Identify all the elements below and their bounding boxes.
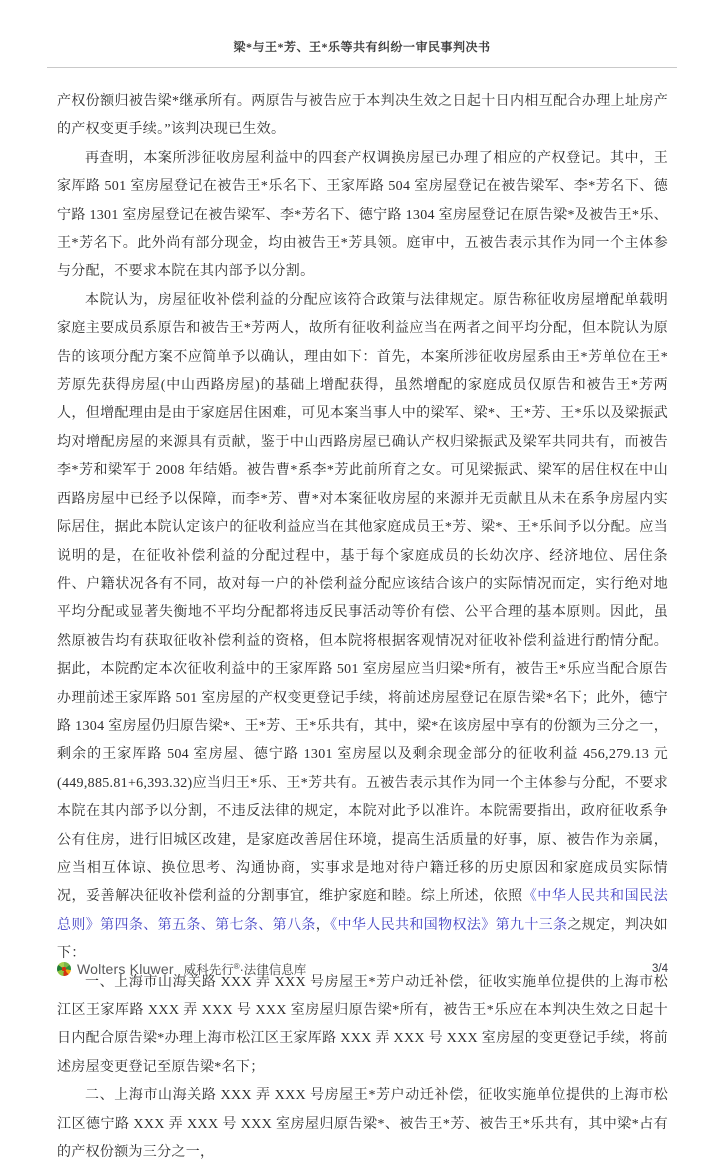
brand-cn-text: 威科先行 [183,963,234,977]
page-number: 3/4 [652,963,668,975]
brand-name-cn [184,960,307,978]
paragraph [57,145,668,287]
statute-link[interactable]: 《中华人民共和国民法总则》第四条、第五条、第七条、第八条 [57,889,668,933]
document-header [0,0,724,68]
paragraph [57,88,668,145]
text-run: 之规定，判决如下： [57,917,668,962]
wolters-kluwer-logo-icon [57,962,71,976]
text-run: ， [315,917,331,933]
text-run: 再查明，本案所涉征收房屋利益中的四套产权调换房屋已办理了相应的产权登记。其中，王家厍路 501 室房屋登记在被告王*乐名下、王家厍路 504 室房屋登记在被告梁军、李*芳名下、德宁路 1301 室房屋登记在被告梁军、李*芳名下、德宁路 1304 室房屋登记在原告梁*及被告王*乐、王*芳名下。此外尚有部分现金，均由被告王*芳具领。庭审中，五被告表示其作为同一个主体参与分配，不要求本院在其内部予以分割。 [57,150,668,280]
header-divider [47,67,677,68]
brand-name: Wolters Kluwer [77,961,174,977]
paragraph [57,969,668,1083]
statute-link[interactable]: 《中华人民共和国物权法》第九十三条 [330,917,568,933]
paragraph [57,1082,668,1167]
brand-suffix-text: ·法律信息库 [239,963,307,977]
document-footer [57,960,668,978]
document-title: 梁*与王*芳、王*乐等共有纠纷一审民事判决书 [233,40,491,54]
paragraph [57,287,668,969]
text-run: 本院认为，房屋征收补偿利益的分配应该符合政策与法律规定。原告称征收房屋增配单载明家庭主要成员系原告和被告王*芳两人，故所有征收利益应当在两者之间平均分配，但本院认为原告的该项分配方案不应简单予以确认，理由如下：首先，本案所涉征收房屋系由王*芳单位在王*芳原先获得房屋(中山西路房屋)的基础上增配获得，虽然增配的家庭成员仅原告和被告王*芳两人，但增配理由是由于家庭居住困难，可见本案当事人中的梁军、梁*、王*芳、王*乐以及梁振武均对增配房屋的来源具有贡献，鉴于中山西路房屋已确认产权归梁振武及梁军共同共有，而被告李*芳和梁军于 2008 年结婚。被告曹*系李*芳此前所育之女。可见梁振武、梁军的居住权在中山西路房屋中已经予以保障，而李*芳、曹*对本案征收房屋的来源并无贡献且从未在系争房屋内实际居住，据此本院认定该户的征收利益应当在其他家庭成员王*芳、梁*、王*乐间予以分配。应当说明的是，在征收补偿利益的分配过程中，基于每个家庭成员的长幼次序、经济地位、居住条件、户籍状况各有不同，故对每一户的补偿利益分配应该结合该户的实际情况而定，实行绝对地平均分配或显著失衡地不平均分配都将违反民事活动等价有偿、公平合理的基本原则。因此，虽然原被告均有获取征收补偿利益的资格，但本院将根据客观情况对征收补偿利益进行酌情分配。据此，本院酌定本次征收利益中的王家厍路 501 室房屋应当归梁*所有，被告王*乐应当配合原告办理前述王家厍路 501 室房屋的产权变更登记手续，将前述房屋登记在原告梁*名下；此外，德宁路 1304 室房屋仍归原告梁*、王*芳、王*乐共有，其中，梁*在该房屋中享有的份额为三分之一，剩余的王家厍路 504 室房屋、德宁路 1301 室房屋以及剩余现金部分的征收利益 456,279.13 元(449,885.81+6,393.32)应当归王*乐、王*芳共有。五被告表示其作为同一个主体参与分配，不要求本院在其内部予以分割，不违反法律的规定，本院对此予以准许。本院需要指出，政府征收系争公有住房，进行旧城区改建，是家庭改善居住环境，提高生活质量的好事，原、被告作为亲属，应当相互体谅、换位思考、沟通协商，实事求是地对待户籍迁移的历史原因和家庭成员实际情况，妥善解决征收补偿利益的分割事宜，维护家庭和睦。综上所述，依照 [57,292,668,905]
document-body [57,88,668,1167]
footer-brand [57,960,306,978]
text-run: 二、上海市山海关路 XXX 弄 XXX 号房屋王*芳户动迁补偿，征收实施单位提供的上海市松江区德宁路 XXX 弄 XXX 号 XXX 室房屋归原告梁*、被告王*芳、被告王*乐共有，其中梁*占有的产权份额为三分之一， [57,1088,668,1161]
text-run: 产权份额归被告梁*继承所有。两原告与被告应于本判决生效之日起十日内相互配合办理上址房产的产权变更手续。”该判决现已生效。 [57,94,668,138]
text-run: 一、上海市山海关路 XXX 弄 XXX 号房屋王*芳户动迁补偿，征收实施单位提供的上海市松江区王家厍路 XXX 弄 XXX 号 XXX 室房屋归原告梁*所有，被告王*乐应在本判决生效之日起十日内配合原告梁*办理上海市松江区王家厍路 XXX 弄 XXX 号 XXX 室房屋的变更登记手续，将前述房屋变更登记至原告梁*名下； [57,974,668,1075]
registered-mark: ® [233,961,240,971]
